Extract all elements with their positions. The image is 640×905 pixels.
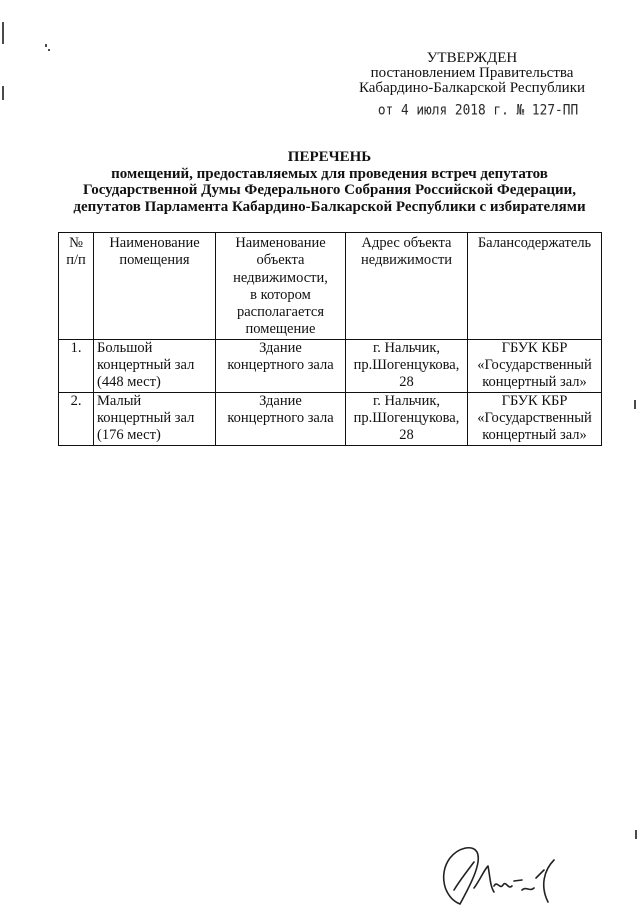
cell-line: Большой [97, 339, 153, 356]
cell-line: концертного зала [227, 409, 334, 426]
cell-number [59, 339, 94, 392]
scan-mark [634, 400, 636, 409]
approval-heading: УТВЕРЖДЕН [426, 50, 518, 66]
cell-number [59, 392, 94, 445]
header-line: недвижимости, [233, 269, 328, 286]
cell-line: пр.Шогенцукова, [353, 409, 460, 426]
scan-mark [48, 49, 50, 51]
title-heading: ПЕРЕЧЕНЬ [287, 149, 372, 165]
signature-stroke [514, 880, 522, 881]
cell-line: концертный зал [97, 409, 195, 426]
header-number [59, 233, 94, 340]
cell-line: (176 мест) [97, 427, 161, 444]
cell-line: г. Нальчик, [372, 339, 441, 356]
title-line: Государственной Думы Федерального Собрания Российской Федерации, [83, 182, 576, 199]
header-line: помещения [119, 252, 190, 269]
header-line: № [69, 235, 83, 251]
cell-balance-holder [468, 392, 602, 445]
cell-address [346, 339, 468, 392]
cell-line: 28 [399, 374, 414, 391]
cell-line: г. Нальчик, [372, 392, 441, 409]
cell-building-name [216, 339, 346, 392]
approval-date-number-text: от 4 июля 2018 г. № 127-ПП [377, 102, 579, 119]
header-line: в котором [250, 286, 311, 303]
approval-line-resolution: постановлением Правительства [370, 65, 574, 81]
signature-stroke [522, 888, 534, 890]
signature-stroke [444, 848, 479, 904]
cell-line: ГБУК КБР [501, 339, 568, 356]
header-room-name [94, 233, 216, 340]
cell-line: Здание [259, 339, 302, 356]
header-line: объекта [256, 252, 305, 269]
header-building-name [216, 233, 346, 340]
header-line: Наименование [109, 235, 200, 251]
cell-room-name [94, 392, 216, 445]
signature-stroke [454, 862, 474, 890]
cell-line: ГБУК КБР [501, 392, 568, 409]
cell-line: 28 [399, 427, 414, 444]
header-balance-holder [468, 233, 602, 340]
signature-stroke [494, 884, 512, 887]
scan-mark [45, 44, 47, 47]
cell-balance-holder [468, 339, 602, 392]
cell-address [346, 392, 468, 445]
cell-line: Малый [97, 392, 142, 409]
cell-line: 1. [70, 339, 82, 356]
cell-line: концертного зала [227, 357, 334, 374]
table-row [59, 392, 602, 445]
document-title [58, 149, 601, 216]
table-header-row [59, 233, 602, 340]
header-line: п/п [66, 252, 86, 269]
cell-line: «Государственный [477, 357, 592, 374]
title-line: помещений, предоставляемых для проведения встреч депутатов [111, 165, 548, 182]
signature-stroke [544, 860, 554, 902]
header-line: недвижимости [360, 252, 453, 269]
cell-line: концертный зал» [482, 427, 587, 444]
scan-mark [2, 86, 4, 100]
header-address [346, 233, 468, 340]
header-line: Балансодержатель [477, 235, 592, 251]
header-line: помещение [245, 321, 316, 338]
scan-mark [2, 22, 4, 44]
cell-line: Здание [259, 392, 302, 409]
signature [430, 840, 580, 905]
header-line: Адрес объекта [361, 235, 452, 251]
signature-stroke [474, 866, 494, 892]
cell-line: (448 мест) [97, 374, 161, 391]
cell-line: «Государственный [477, 409, 592, 426]
cell-line: концертный зал» [482, 374, 587, 391]
title-line: депутатов Парламента Кабардино-Балкарской Республики с избирателями [73, 199, 586, 216]
approval-block [352, 51, 592, 119]
cell-room-name [94, 339, 216, 392]
signature-stroke [536, 870, 544, 878]
approval-line-government: Кабардино-Балкарской Республики [358, 80, 586, 96]
cell-building-name [216, 392, 346, 445]
cell-line: 2. [70, 392, 82, 409]
cell-line: концертный зал [97, 357, 195, 374]
table-row [59, 339, 602, 392]
cell-line: пр.Шогенцукова, [353, 357, 460, 374]
header-line: Наименование [235, 235, 326, 251]
header-line: располагается [236, 304, 325, 321]
scan-mark [635, 830, 637, 839]
premises-table [58, 232, 602, 446]
approval-date-number [358, 103, 598, 119]
